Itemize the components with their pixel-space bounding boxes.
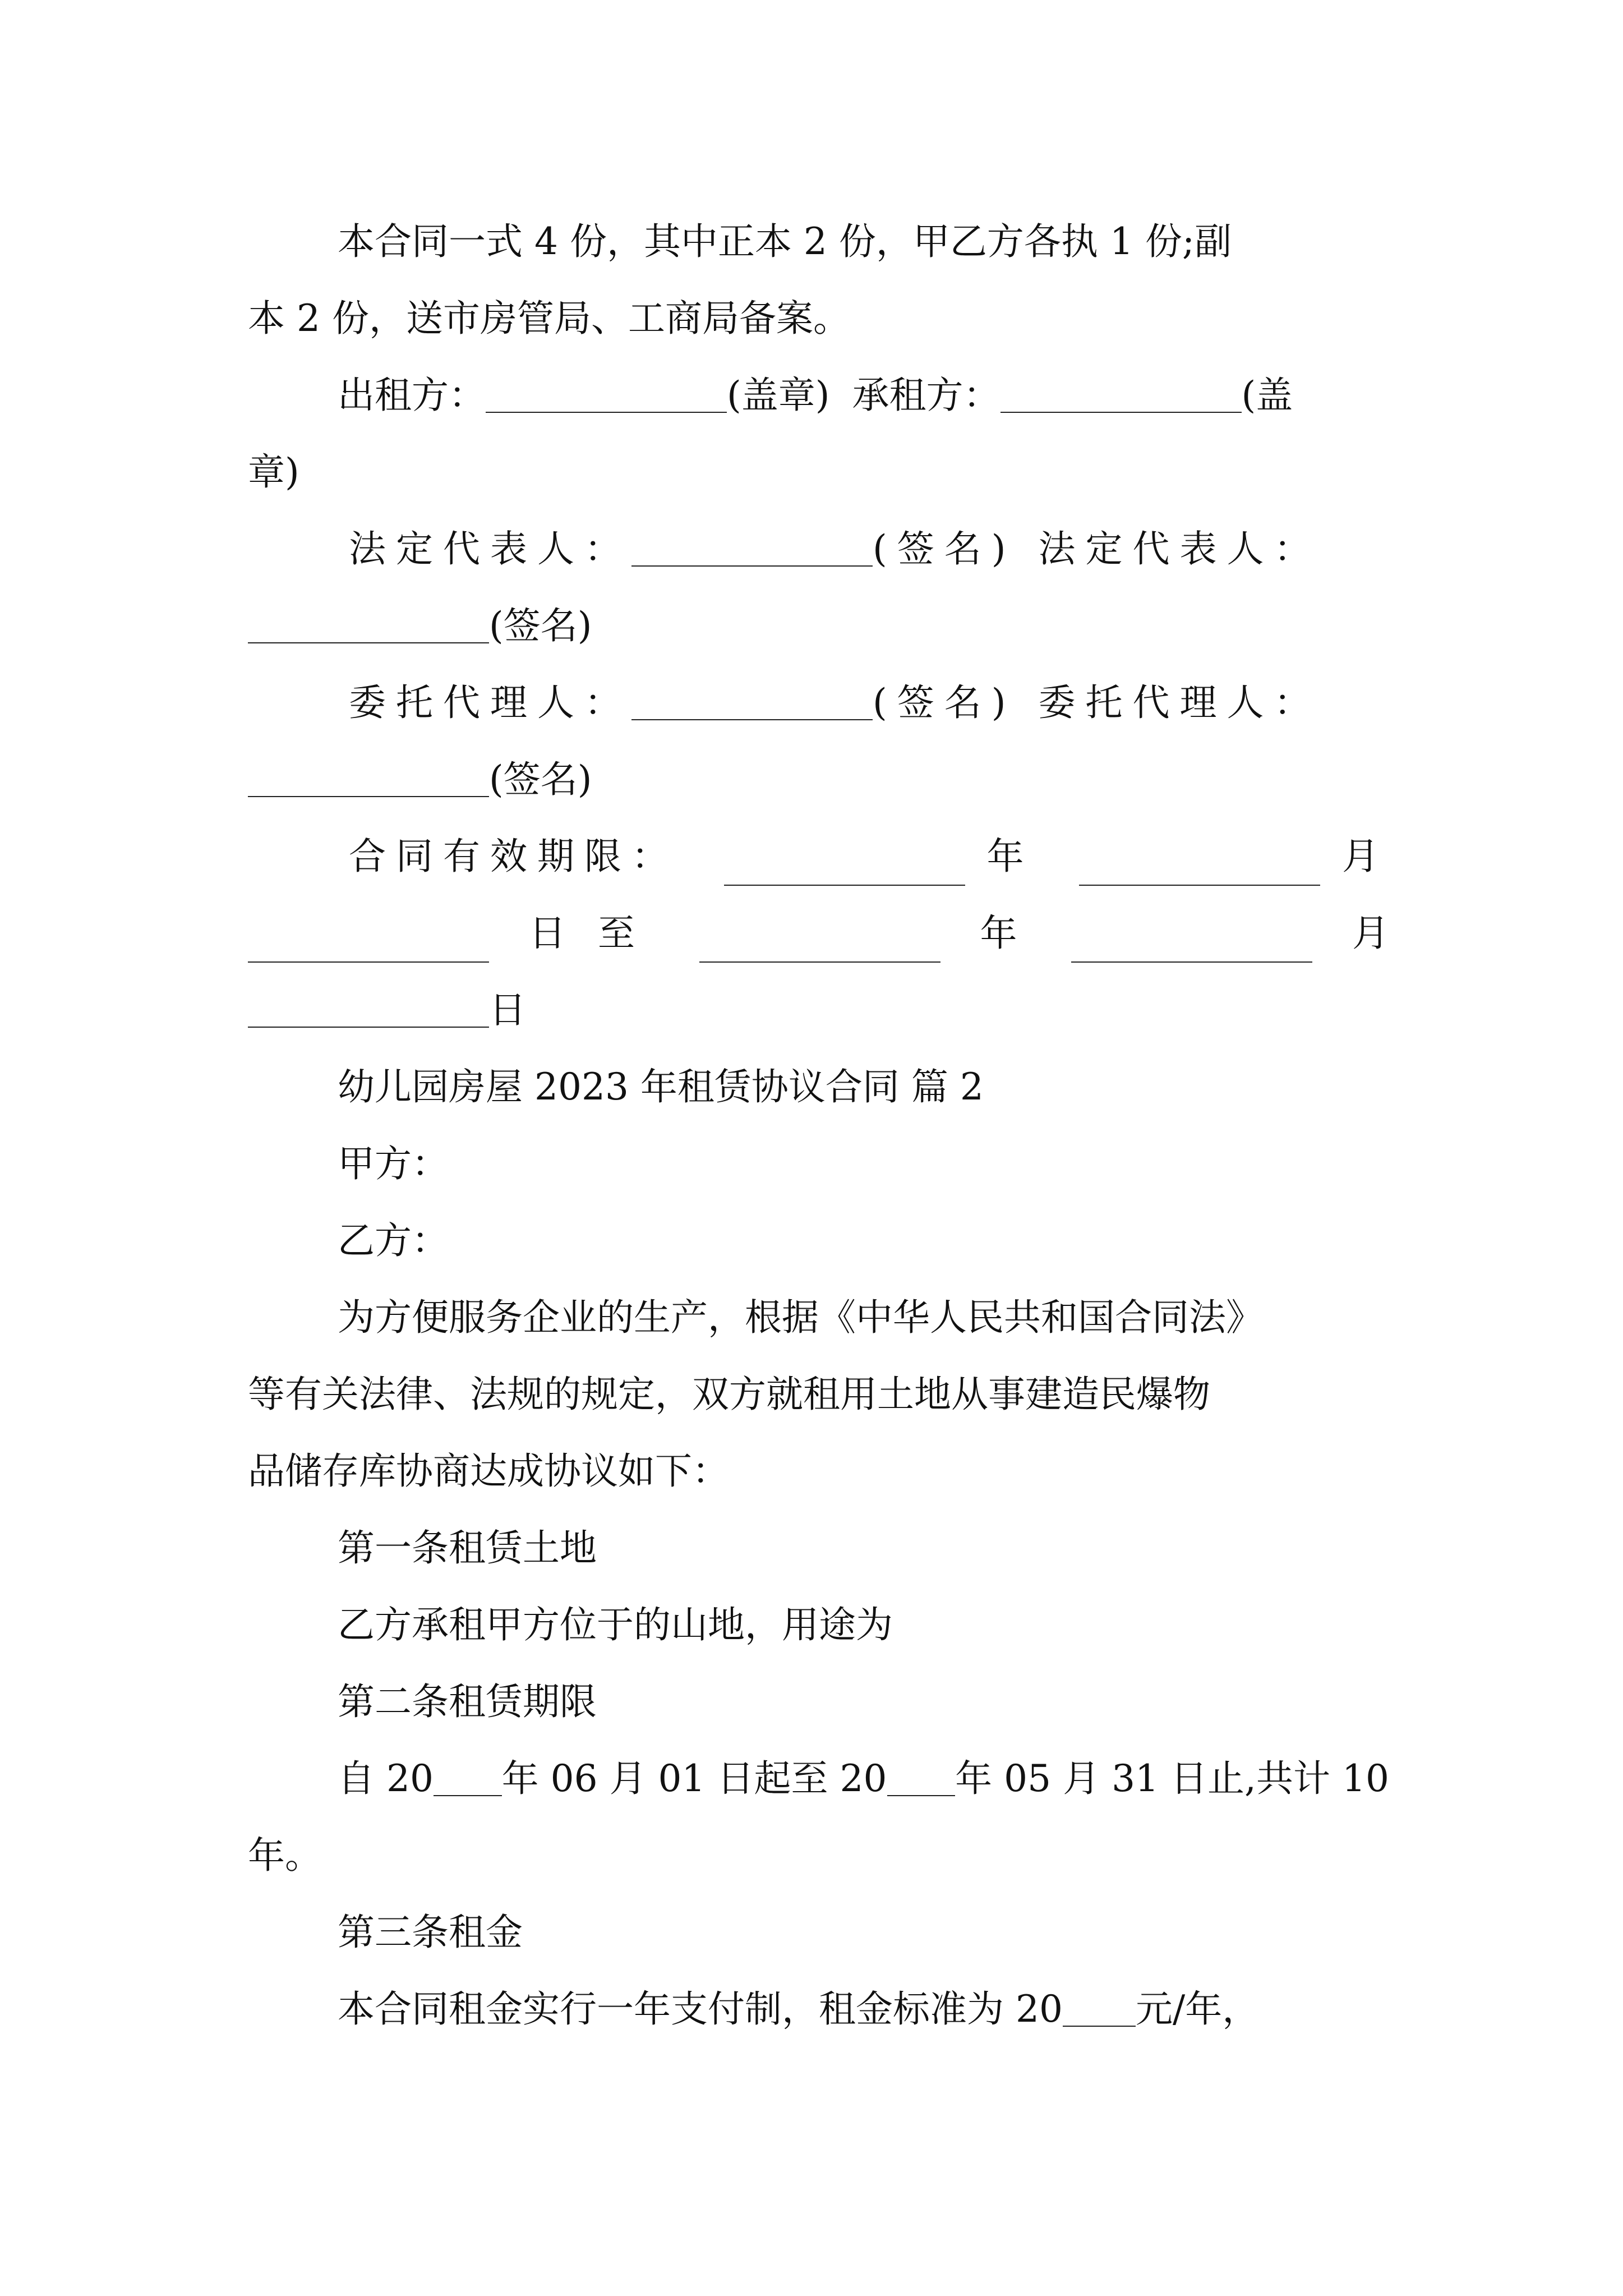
article-2-title [248, 1663, 1389, 1740]
legal-rep-sign: (签名) [873, 527, 1016, 570]
section-title-text: 幼儿园房屋 2023 年租赁协议合同 篇 2 [338, 1065, 984, 1108]
signature-parties-line [248, 357, 1389, 434]
term-year2-blank [699, 961, 940, 963]
article-2-text-c: 年 05 月 31 日止,共计 10 [955, 1757, 1389, 1800]
paragraph-copies-line-1 [248, 203, 1389, 280]
lessee-label: 承租方： [852, 374, 1000, 417]
legal-rep-blank [631, 565, 873, 567]
article-2-text-end: 年。 [248, 1834, 322, 1877]
intro-line-2 [248, 1356, 1389, 1433]
agent-label: 委托代理人： [349, 681, 631, 724]
term-year: 年 [986, 835, 1034, 878]
legal-rep-sign-2: (签名) [489, 604, 592, 647]
term-month: 月 [1342, 835, 1389, 878]
legal-rep-blank-2 [248, 642, 489, 643]
lessee-blank [1000, 412, 1242, 413]
legal-rep-line-2 [248, 587, 1389, 664]
lessor-seal: (盖章) [727, 374, 830, 417]
party-b-label: 乙方： [338, 1219, 449, 1262]
term-day-end: 日 [489, 988, 526, 1032]
article-2-text-a: 自 20 [338, 1757, 434, 1800]
paragraph-copies-line-2 [248, 280, 1389, 357]
lessee-seal: (盖 [1241, 374, 1293, 417]
term-line-2 [248, 895, 1389, 972]
intro-line-1 [248, 1279, 1389, 1356]
article-1-body-text: 乙方承租甲方位于的山地，用途为 [338, 1603, 893, 1646]
term-year-2: 年 [980, 912, 1017, 955]
lessor-blank [486, 412, 727, 413]
article-2-text-b: 年 06 月 01 日起至 20 [501, 1757, 887, 1800]
signature-parties-line-2 [248, 434, 1389, 510]
article-1-body [248, 1586, 1389, 1663]
article-3-text-b: 元/年， [1135, 1987, 1260, 2031]
agent-sign: (签名) [873, 681, 1016, 724]
article-3-blank [1063, 2026, 1136, 2027]
article-2-title-text: 第二条租赁期限 [338, 1680, 597, 1723]
legal-rep-label-2: 法定代表人： [1038, 527, 1321, 570]
term-month2-blank [1071, 961, 1312, 963]
agent-label-2: 委托代理人： [1038, 681, 1321, 724]
article-3-text-a: 本合同租金实行一年支付制，租金标准为 20 [338, 1987, 1063, 2031]
term-line-3 [248, 972, 1389, 1048]
term-day-to: 日 至 [528, 912, 645, 955]
article-3-body [248, 1971, 1389, 2047]
agent-line-2 [248, 741, 1389, 818]
article-2-blank-1 [434, 1795, 502, 1796]
article-3-title [248, 1894, 1389, 1971]
intro-text-2: 等有关法律、法规的规定，双方就租用土地从事建造民爆物 [248, 1373, 1210, 1416]
party-a-line [248, 1125, 1389, 1202]
intro-line-3 [248, 1433, 1389, 1510]
term-day2-blank [248, 1027, 489, 1028]
term-line-1 [248, 818, 1389, 895]
term-label: 合同有效期限： [349, 835, 679, 878]
section-title [248, 1048, 1389, 1125]
agent-blank [631, 719, 873, 720]
article-2-blank-2 [887, 1795, 956, 1796]
term-month-blank [1079, 885, 1320, 886]
article-2-body-end [248, 1817, 1389, 1894]
document-body [248, 203, 1389, 2047]
term-month-2: 月 [1352, 912, 1389, 955]
intro-text-1: 为方便服务企业的生产，根据《中华人民共和国合同法》 [338, 1296, 1263, 1339]
lessee-seal-end: 章) [248, 450, 299, 494]
lessor-label: 出租方： [338, 374, 486, 417]
term-day-blank [248, 961, 489, 963]
legal-rep-label: 法定代表人： [349, 527, 631, 570]
agent-blank-2 [248, 796, 489, 797]
intro-text-3: 品储存库协商达成协议如下： [248, 1450, 729, 1493]
agent-sign-2: (签名) [489, 758, 592, 801]
agent-line [248, 664, 1389, 741]
text: 本 2 份，送市房管局、工商局备案。 [248, 297, 850, 340]
party-a-label: 甲方： [338, 1142, 449, 1185]
text: 本合同一式 4 份，其中正本 2 份，甲乙方各执 1 份;副 [338, 220, 1232, 263]
article-3-title-text: 第三条租金 [338, 1911, 523, 1954]
legal-rep-line [248, 510, 1389, 587]
article-1-title [248, 1510, 1389, 1586]
term-year-blank [724, 885, 965, 886]
party-b-line [248, 1202, 1389, 1279]
article-1-title-text: 第一条租赁土地 [338, 1526, 597, 1570]
article-2-body [248, 1740, 1389, 1817]
